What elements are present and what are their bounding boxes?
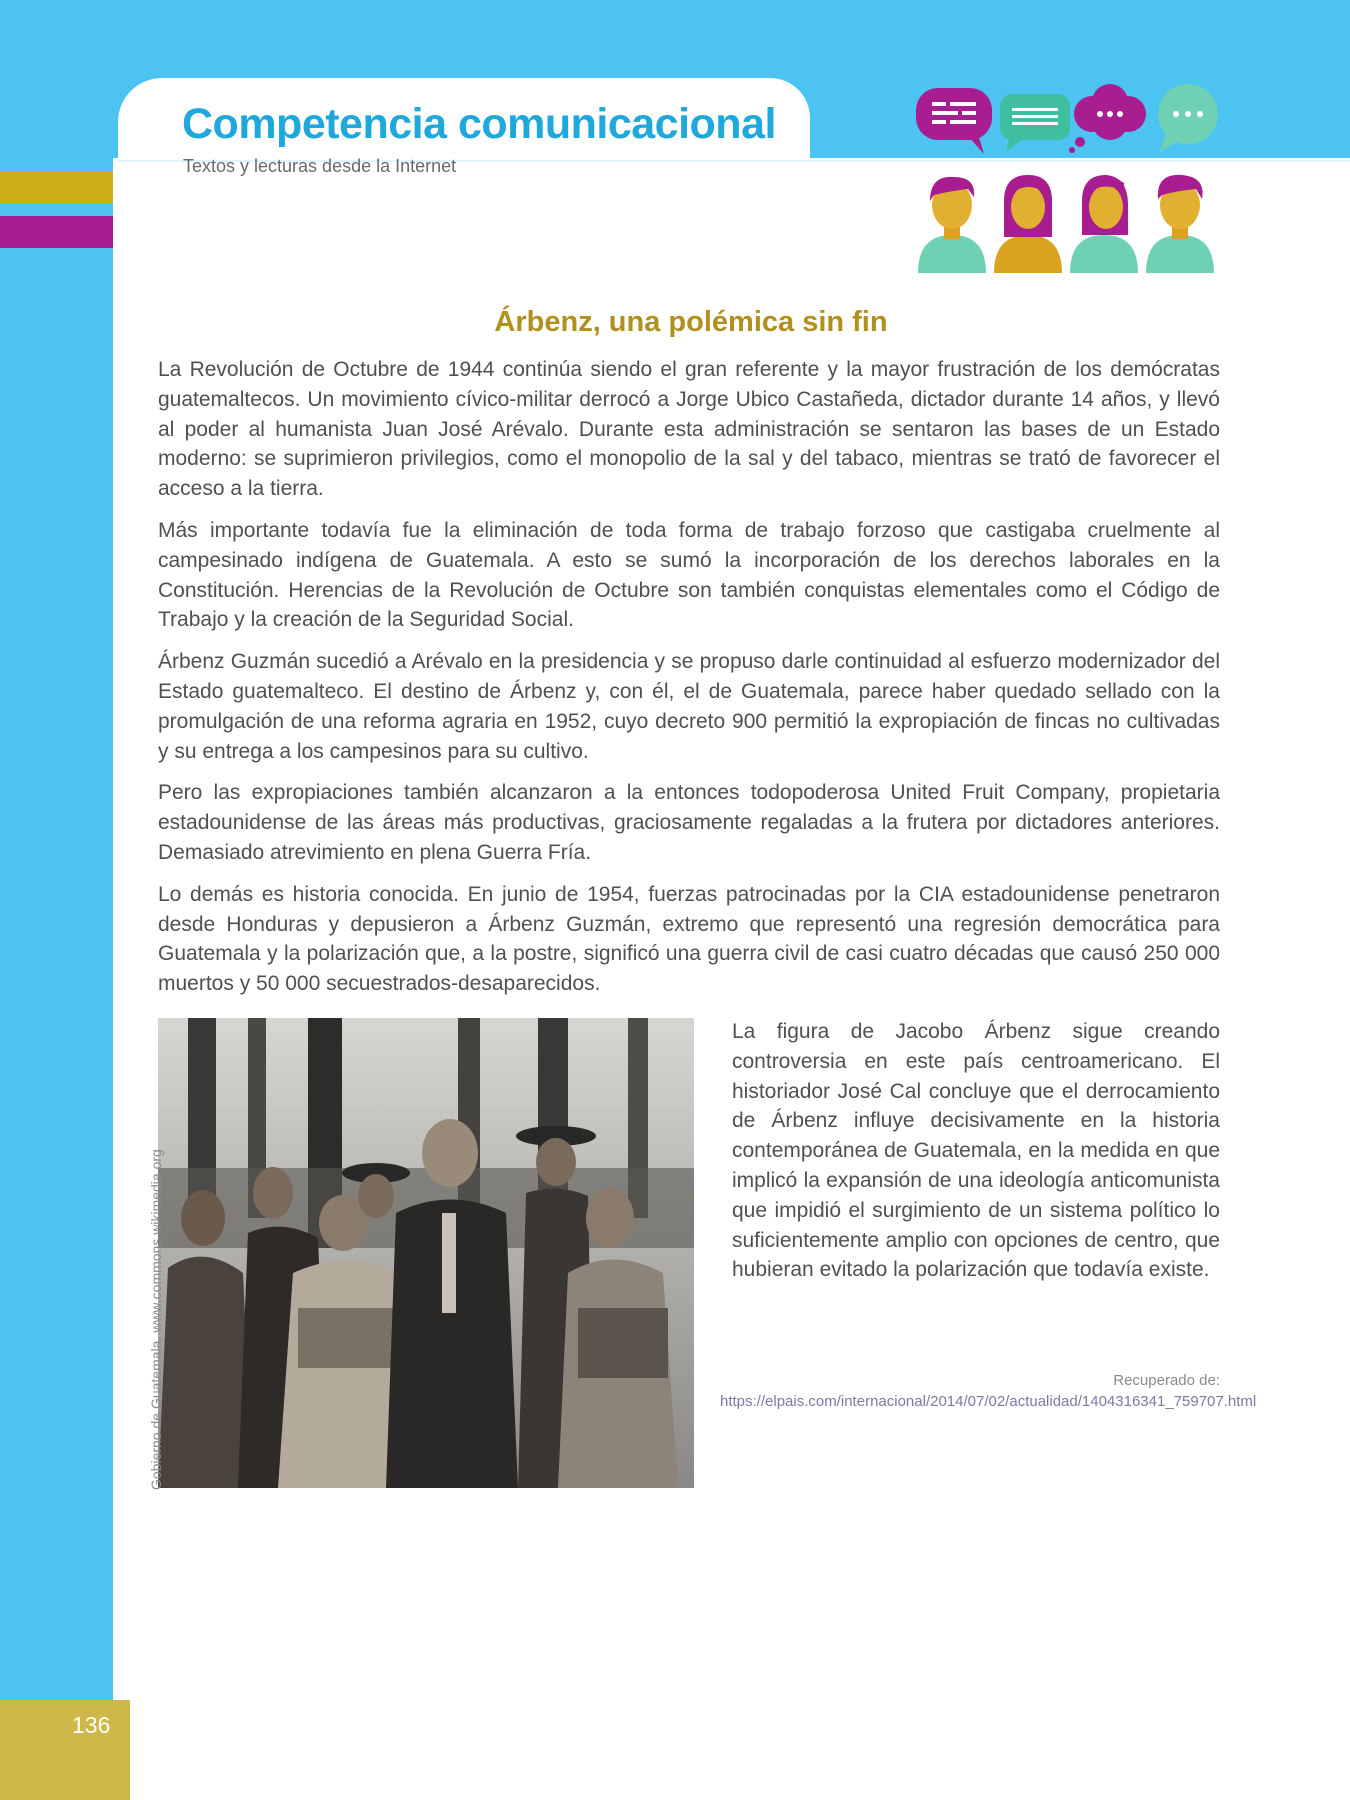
left-margin-band [0, 158, 113, 1800]
speech-bubble-icon [1000, 94, 1070, 152]
page-number: 136 [72, 1712, 111, 1738]
paragraph: Árbenz Guzmán sucedió a Arévalo en la presidencia y se propuso darle continuidad al esfuerzo modernizador del Estado guatemalteco. El destino de Árbenz y, con él, el de Guatemala, parece haber quedado sellado con la promulgación de una reforma agraria en 1952, cuyo decreto 900 permitió la expropiación de fincas no cultivadas y su entrega a los campesinos para su cultivo. [158, 650, 1220, 763]
source-link[interactable]: https://elpais.com/internacional/2014/07/02/actualidad/1404316341_759707.html [720, 1393, 1257, 1410]
section-title: Competencia comunicacional [182, 100, 776, 148]
people-illustration [910, 165, 1230, 275]
side-paragraph: La figura de Jacobo Árbenz sigue creando controversia en este país centroamericano. El historiador José Cal concluye que el derrocamiento de Árbenz influye decisivamente en la historia contemporánea de Guatemala, en la medida en que implicó la expansión de una ideología anticomunista que impidió el surgimiento de un sistema político lo suficientemente amplio con opciones de centro, que hubieran evitado la polarización que todavía existe. [732, 1020, 1220, 1282]
speech-bubble-icon [1069, 84, 1146, 153]
person-avatar-icon [918, 177, 986, 273]
article-title: Árbenz, una polémica sin fin [494, 306, 888, 338]
speech-bubble-icon [1158, 84, 1218, 152]
paragraph: Lo demás es historia conocida. En junio de 1954, fuerzas patrocinadas por la CIA estadounidense penetraron desde Honduras y depusieron a Árbenz Guzmán, extremo que representó una regresión democrática para Guatemala y la polarización que, a la postre, significó una guerra civil de casi cuatro décadas que causó 250 000 muertos y 50 000 secuestrados-desaparecidos. [158, 882, 1220, 996]
person-avatar-icon [1146, 175, 1214, 273]
source-label: Recuperado de: [1113, 1372, 1220, 1389]
photo-illustration [158, 1018, 694, 1488]
speech-bubble-icon [916, 88, 992, 154]
source-citation [720, 1370, 1257, 1412]
paragraph: La Revolución de Octubre de 1944 continúa siendo el gran referente y la mayor frustración de los demócratas guatemaltecos. Un movimiento cívico-militar derrocó a Jorge Ubico Castañeda, dictador durante 14 años, y llevó al poder al humanista Juan José Arévalo. Durante esta administración se sentaron las bases de un Estado moderno: se suprimieron privilegios, como el monopolio de la sal y del tabaco, mientras se trató de favorecer el acceso a la tierra. [158, 358, 1220, 501]
person-avatar-icon [1070, 175, 1138, 273]
historical-photo [158, 1018, 694, 1488]
person-avatar-icon [994, 175, 1062, 273]
magenta-stripe [0, 216, 113, 248]
page-number-box [0, 1700, 130, 1800]
photo-credit: Gobierno de Guatemala, www.commons.wikimedia.org [148, 1149, 164, 1490]
speech-bubbles-illustration [910, 78, 1230, 158]
paragraph: Pero las expropiaciones también alcanzaron a la entonces todopoderosa United Fruit Company, propietaria estadounidense de las áreas más productivas, graciosamente regaladas a la frutera por dictadores anteriores. Demasiado atrevimiento en plena Guerra Fría. [158, 781, 1220, 864]
article-body [158, 355, 1220, 1011]
paragraph: Más importante todavía fue la eliminación de toda forma de trabajo forzoso que castigaba cruelmente al campesinado indígena de Guatemala. A esto se sumó la incorporación de los derechos laborales en la Constitución. Herencias de la Revolución de Octubre son también conquistas elementales como el Código de Trabajo y la creación de la Seguridad Social. [158, 518, 1220, 632]
gold-stripe [0, 171, 113, 203]
section-subtitle: Textos y lecturas desde la Internet [183, 156, 457, 176]
